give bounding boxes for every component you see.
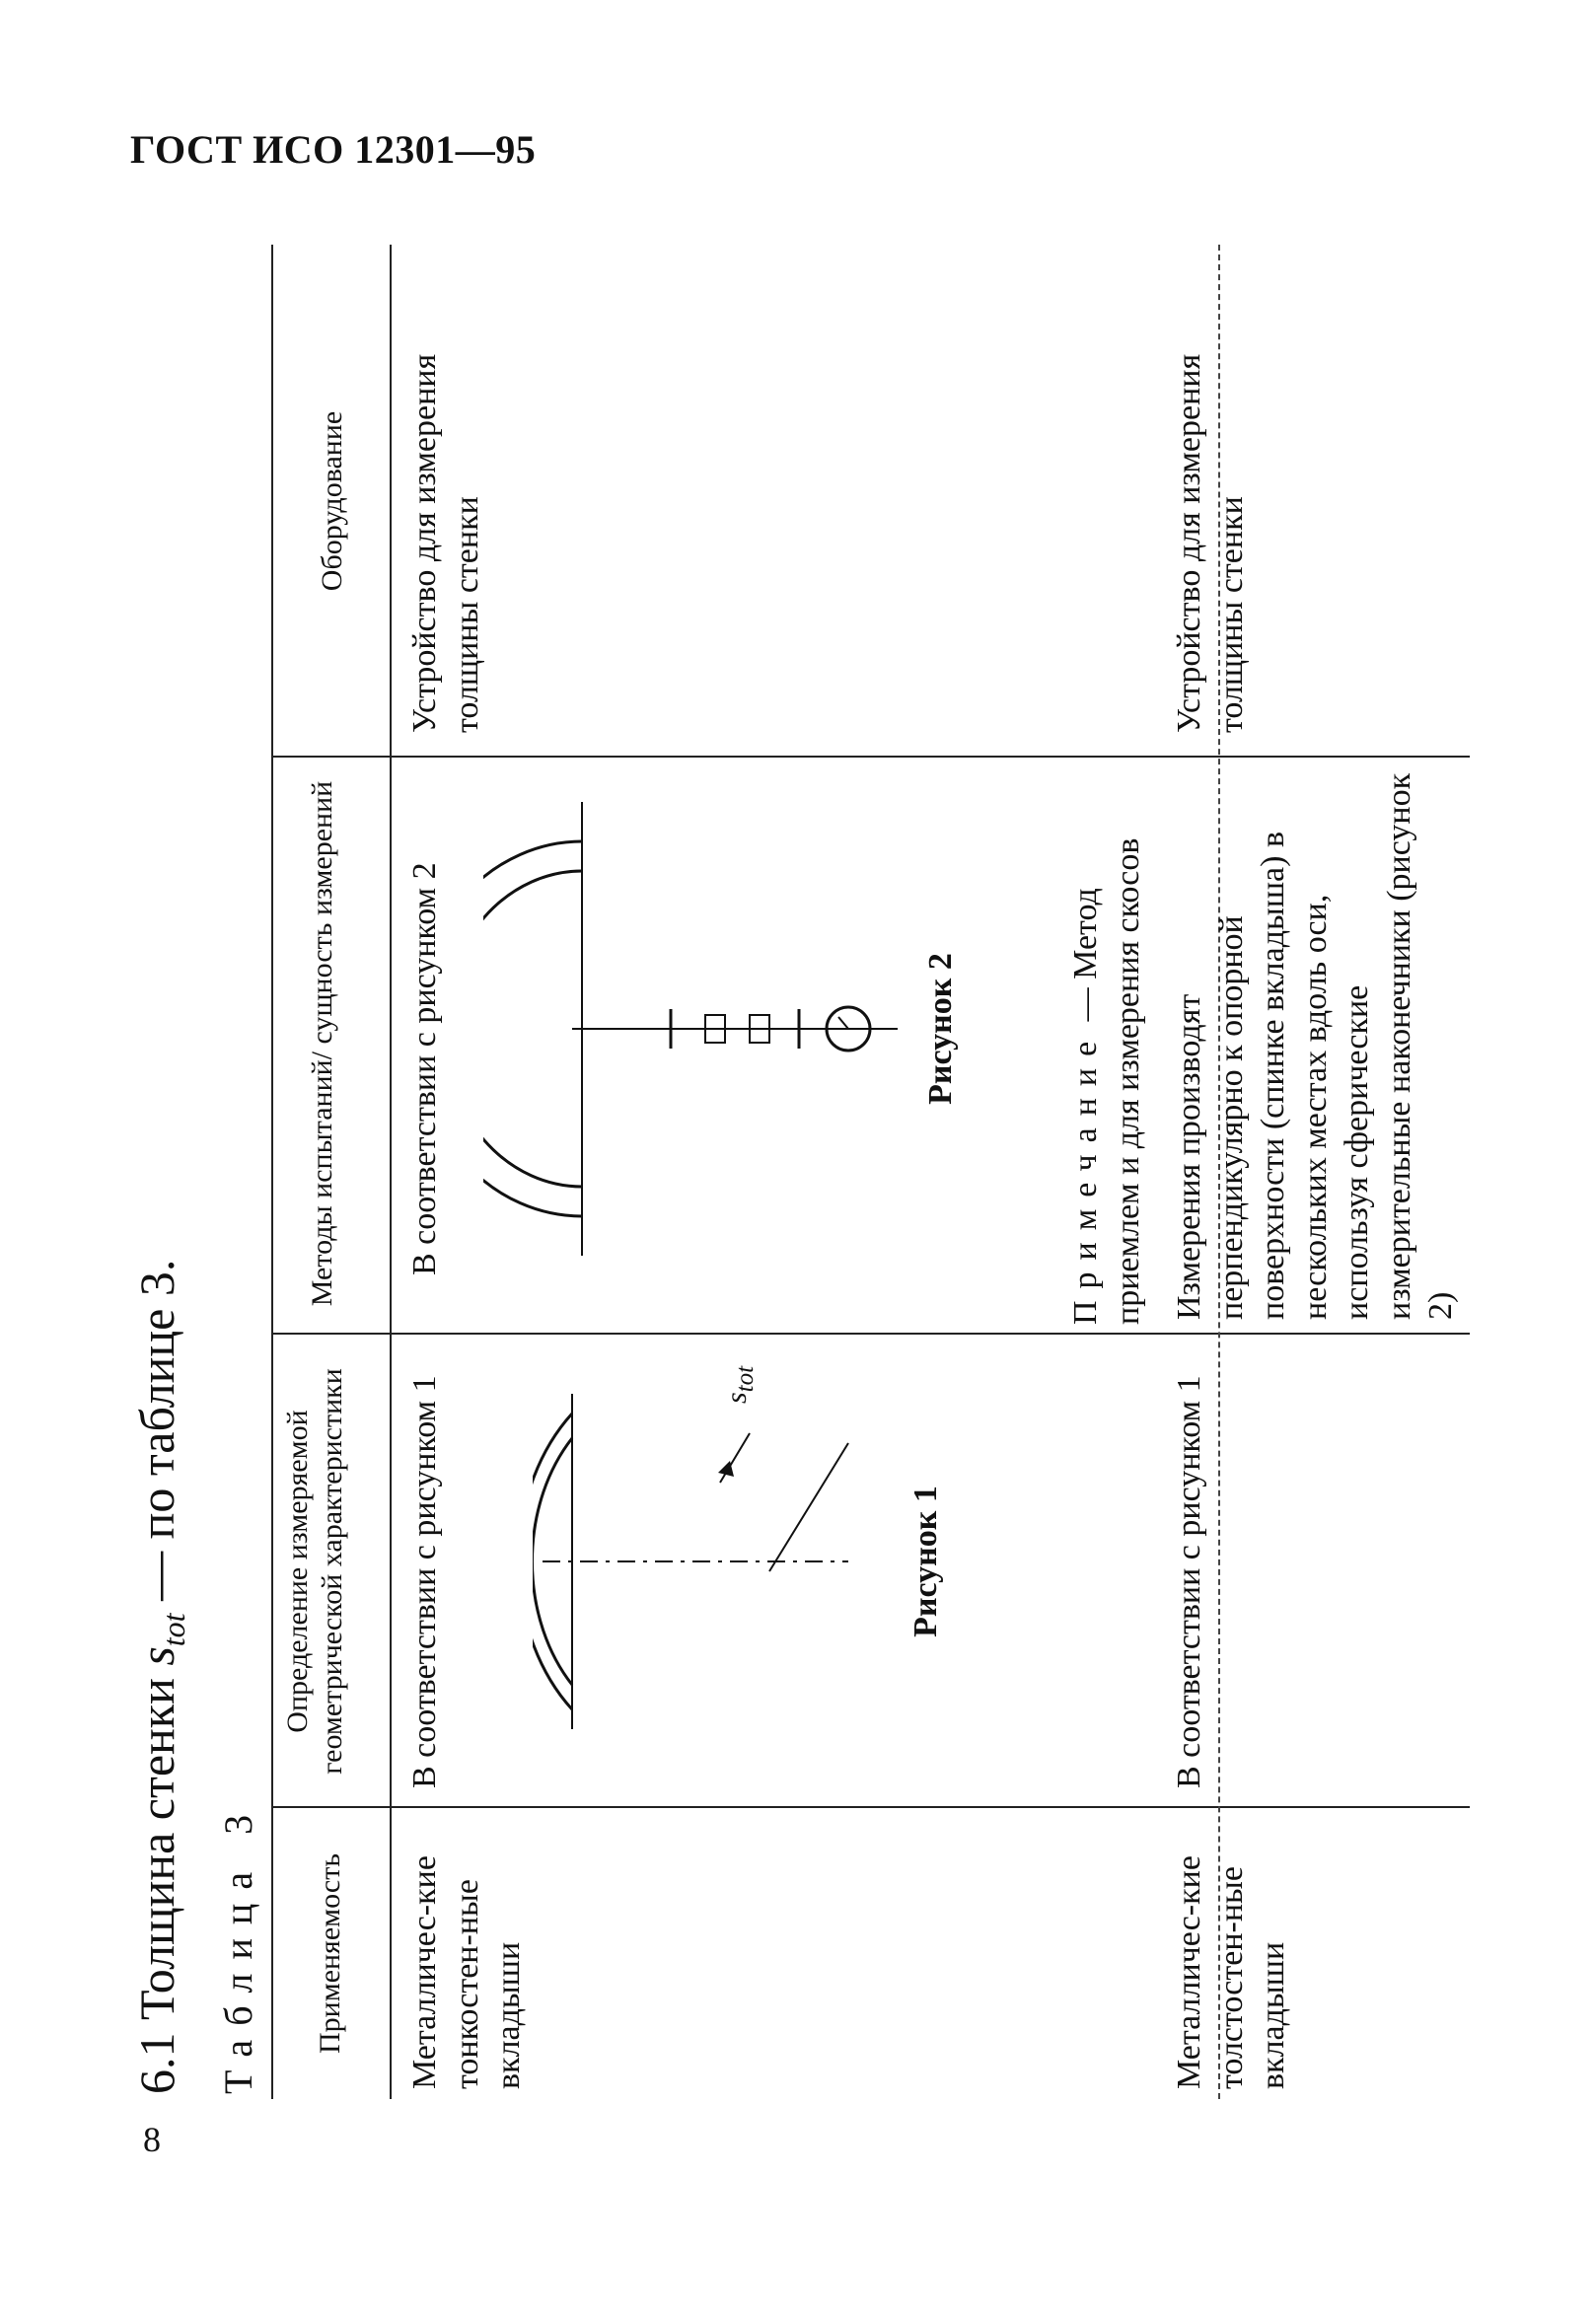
table-header-border (390, 245, 392, 2099)
page-number: 8 (143, 2120, 161, 2159)
table-label: Таблица 3 (216, 1800, 260, 2094)
figure-1-label-subscript: tot (732, 1365, 759, 1393)
row2-methods: Измерения производят перпендикулярно к опорной поверхности (спинке вкладыша) в нескольких местах вдоль оси, используя сферические измерительные наконечники (рисунок 2) (1171, 772, 1459, 1320)
section-heading-text: 6.1 Толщина стенки (129, 1665, 184, 2094)
section-subscript: tot (156, 1613, 191, 1647)
row1-methods-note (1065, 772, 1149, 1325)
figure-2-diagram (483, 782, 907, 1275)
section-heading (128, 1260, 192, 2094)
row1-methods: В соответствии с рисунком 2 (406, 862, 443, 1275)
figure-2-caption: Рисунок 2 (922, 953, 959, 1105)
section-heading-suffix: — по таблице 3. (129, 1259, 184, 1614)
note-label: Примечание (1067, 1029, 1104, 1325)
row1-equipment: Устройство для измерения толщины стенки (406, 353, 485, 733)
table-top-border (271, 245, 273, 2099)
section-symbol: s (129, 1646, 184, 1666)
header-definition: Определение измеряемой геометрической характеристики (281, 1368, 348, 1775)
column-divider-2 (271, 1333, 1470, 1335)
figure-1-caption: Рисунок 1 (907, 1486, 944, 1637)
figure-1-diagram (533, 1354, 858, 1769)
column-divider-3 (271, 756, 1470, 758)
column-divider-1 (271, 1806, 1470, 1808)
figure-1-label-symbol: s (720, 1392, 753, 1404)
header-applicability: Применяемость (314, 1852, 346, 2055)
header-methods: Методы испытаний/ сущность измерений (306, 780, 338, 1307)
row2-definition: В соответствии с рисунком 1 (1171, 1375, 1207, 1788)
document-header: ГОСТ ИСО 12301—95 (130, 127, 537, 172)
row1-applicability: Металличес-кие тонкостен-ные вкладыши (406, 1855, 527, 2089)
header-equipment: Оборудование (316, 410, 348, 592)
row1-definition: В соответствии с рисунком 1 (406, 1375, 443, 1788)
figure-1-label (720, 1366, 760, 1404)
row2-equipment: Устройство для измерения толщины стенки (1171, 353, 1250, 733)
note-text: — Метод приемлем и для измерения скосов (1067, 837, 1146, 1325)
row2-applicability: Металличес-кие толстостен-ные вкладыши (1171, 1855, 1291, 2089)
